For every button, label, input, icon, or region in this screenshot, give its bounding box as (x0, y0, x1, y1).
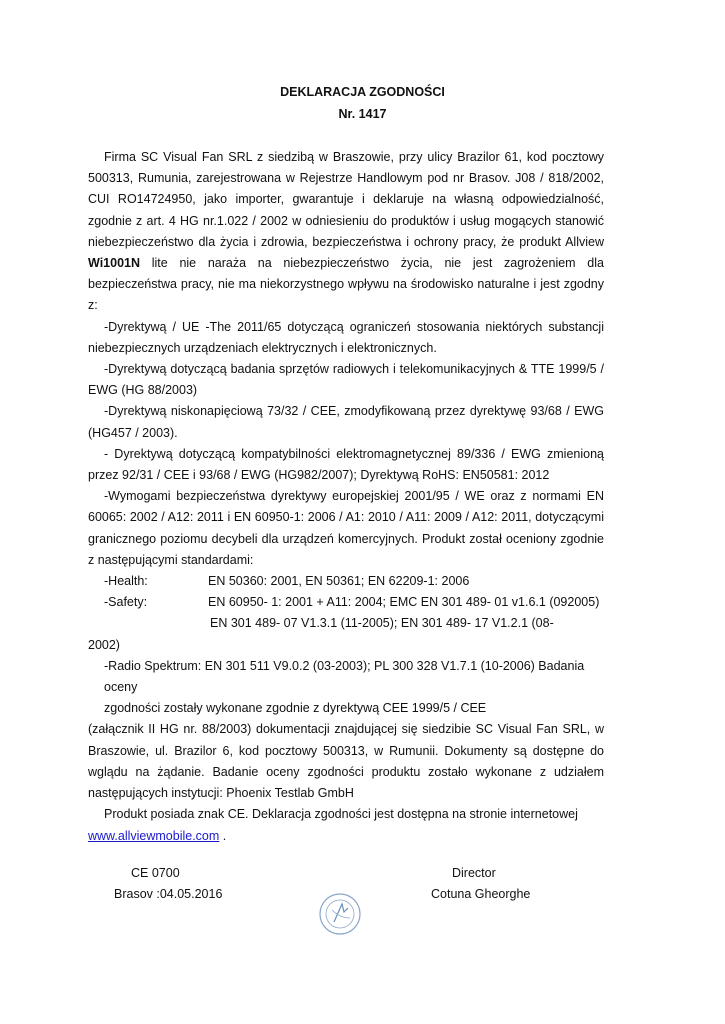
company-stamp (318, 892, 362, 936)
health-value: EN 50360: 2001, EN 50361; EN 62209-1: 2006 (208, 574, 470, 589)
standard-row-safety (88, 592, 604, 613)
ce-note: Produkt posiada znak CE. Deklaracja zgodności jest dostępna na stronie internetowej (104, 807, 578, 822)
website-link[interactable]: www.allviewmobile.com (88, 828, 220, 843)
website-suffix: . (219, 828, 227, 843)
document-body (88, 147, 604, 847)
safety-value: EN 60950- 1: 2001 + A11: 2004; EMC EN 301 489- 01 v1.6.1 (092005) (208, 595, 600, 610)
directive-item: -Wymogami bezpieczeństwa dyrektywy europejskiej 2001/95 / WE oraz z normami EN 60065: 2002 / A12: 2011 i EN 60950-1: 2006 / A1: 2010 / A11: 2009 / A12: 2011, dotyczącymi granicznego poziomu decybeli dla urządzeń komercyjnych. Produkt został oceniony zgodnie z następującymi standardami: (88, 489, 604, 567)
intro-text-cont: lite nie naraża na niebezpieczeństwo życia, nie jest zagrożeniem dla bezpieczeństwa pracy, nie ma niekorzystnego wpływu na środowisko naturalne i jest zgodny z: (88, 256, 604, 313)
directive-item: - Dyrektywą dotyczącą kompatybilności elektromagnetycznej 89/336 / EWG zmienioną przez 92/31 / CEE i 93/68 / EWG (HG982/2007); Dyrektywą RoHS: EN50581: 2012 (88, 446, 604, 483)
directive-item: -Dyrektywą / UE -The 2011/65 dotyczącą ograniczeń stosowania niektórych substancji niebezpiecznych urządzeniach elektrycznych i elektronicznych. (88, 319, 604, 355)
health-label: -Health: (104, 574, 148, 589)
directive-item: -Dyrektywą niskonapięciową 73/32 / CEE, zmodyfikowaną przez dyrektywę 93/68 / EWG (HG457 / 2003). (88, 404, 604, 440)
safety-value-end: 2002) (88, 637, 120, 652)
signatory-name: Cotuna Gheorghe (431, 887, 531, 901)
document-title: DEKLARACJA ZGODNOŚCI (280, 85, 445, 99)
document-number: Nr. 1417 (338, 107, 387, 121)
intro-text: Firma SC Visual Fan SRL z siedzibą w Braszowie, przy ulicy Brazilor 61, kod pocztowy 500313, Rumunia, zarejestrowana w Rejestrze Handlowym pod nr Brasov. J08 / 818/2002, CUI RO14724950, jako importer, gwarantuje i deklaruje na własną odpowiedzialność, zgodnie z art. 4 HG nr.1.022 / 2002 w odniesieniu do produktów i usług mogących stanowić niebezpieczeństwo dla życia i zdrowia, bezpieczeństwa i ochrony pracy, że produkt Allview (88, 150, 604, 249)
website-line (88, 826, 604, 847)
signatory-role: Director (452, 866, 496, 880)
radio-line: -Radio Spektrum: EN 301 511 V9.0.2 (03-2003); PL 300 328 V1.7.1 (10-2006) Badania oceny (104, 658, 585, 695)
intro-paragraph (88, 147, 604, 317)
radio-line-cont: zgodności zostały wykonane zgodnie z dyrektywą CEE 1999/5 / CEE (104, 701, 487, 716)
ce-mark: CE 0700 (131, 866, 180, 880)
safety-value-cont: EN 301 489- 07 V1.3.1 (11-2005); EN 301 489- 17 V1.2.1 (08- (210, 616, 554, 631)
standard-row-health (88, 571, 604, 592)
product-name: Wi1001N (88, 256, 140, 271)
annex-paragraph: (załącznik II HG nr. 88/2003) dokumentacji znajdującej się siedzibie SC Visual Fan SRL, w Braszowie, ul. Brazilor 6, kod pocztowy 500313, w Rumunii. Dokumenty są dostępne do wglądu na żądanie. Badanie oceny zgodności produktu zostało wykonane z udziałem następujących instytucji: Phoenix Testlab GmbH (88, 722, 604, 801)
place-date: Brasov :04.05.2016 (114, 887, 223, 901)
safety-label: -Safety: (104, 595, 148, 610)
directive-item: -Dyrektywą dotyczącą badania sprzętów radiowych i telekomunikacyjnych & TTE 1999/5 / EWG (HG 88/2003) (88, 362, 604, 398)
